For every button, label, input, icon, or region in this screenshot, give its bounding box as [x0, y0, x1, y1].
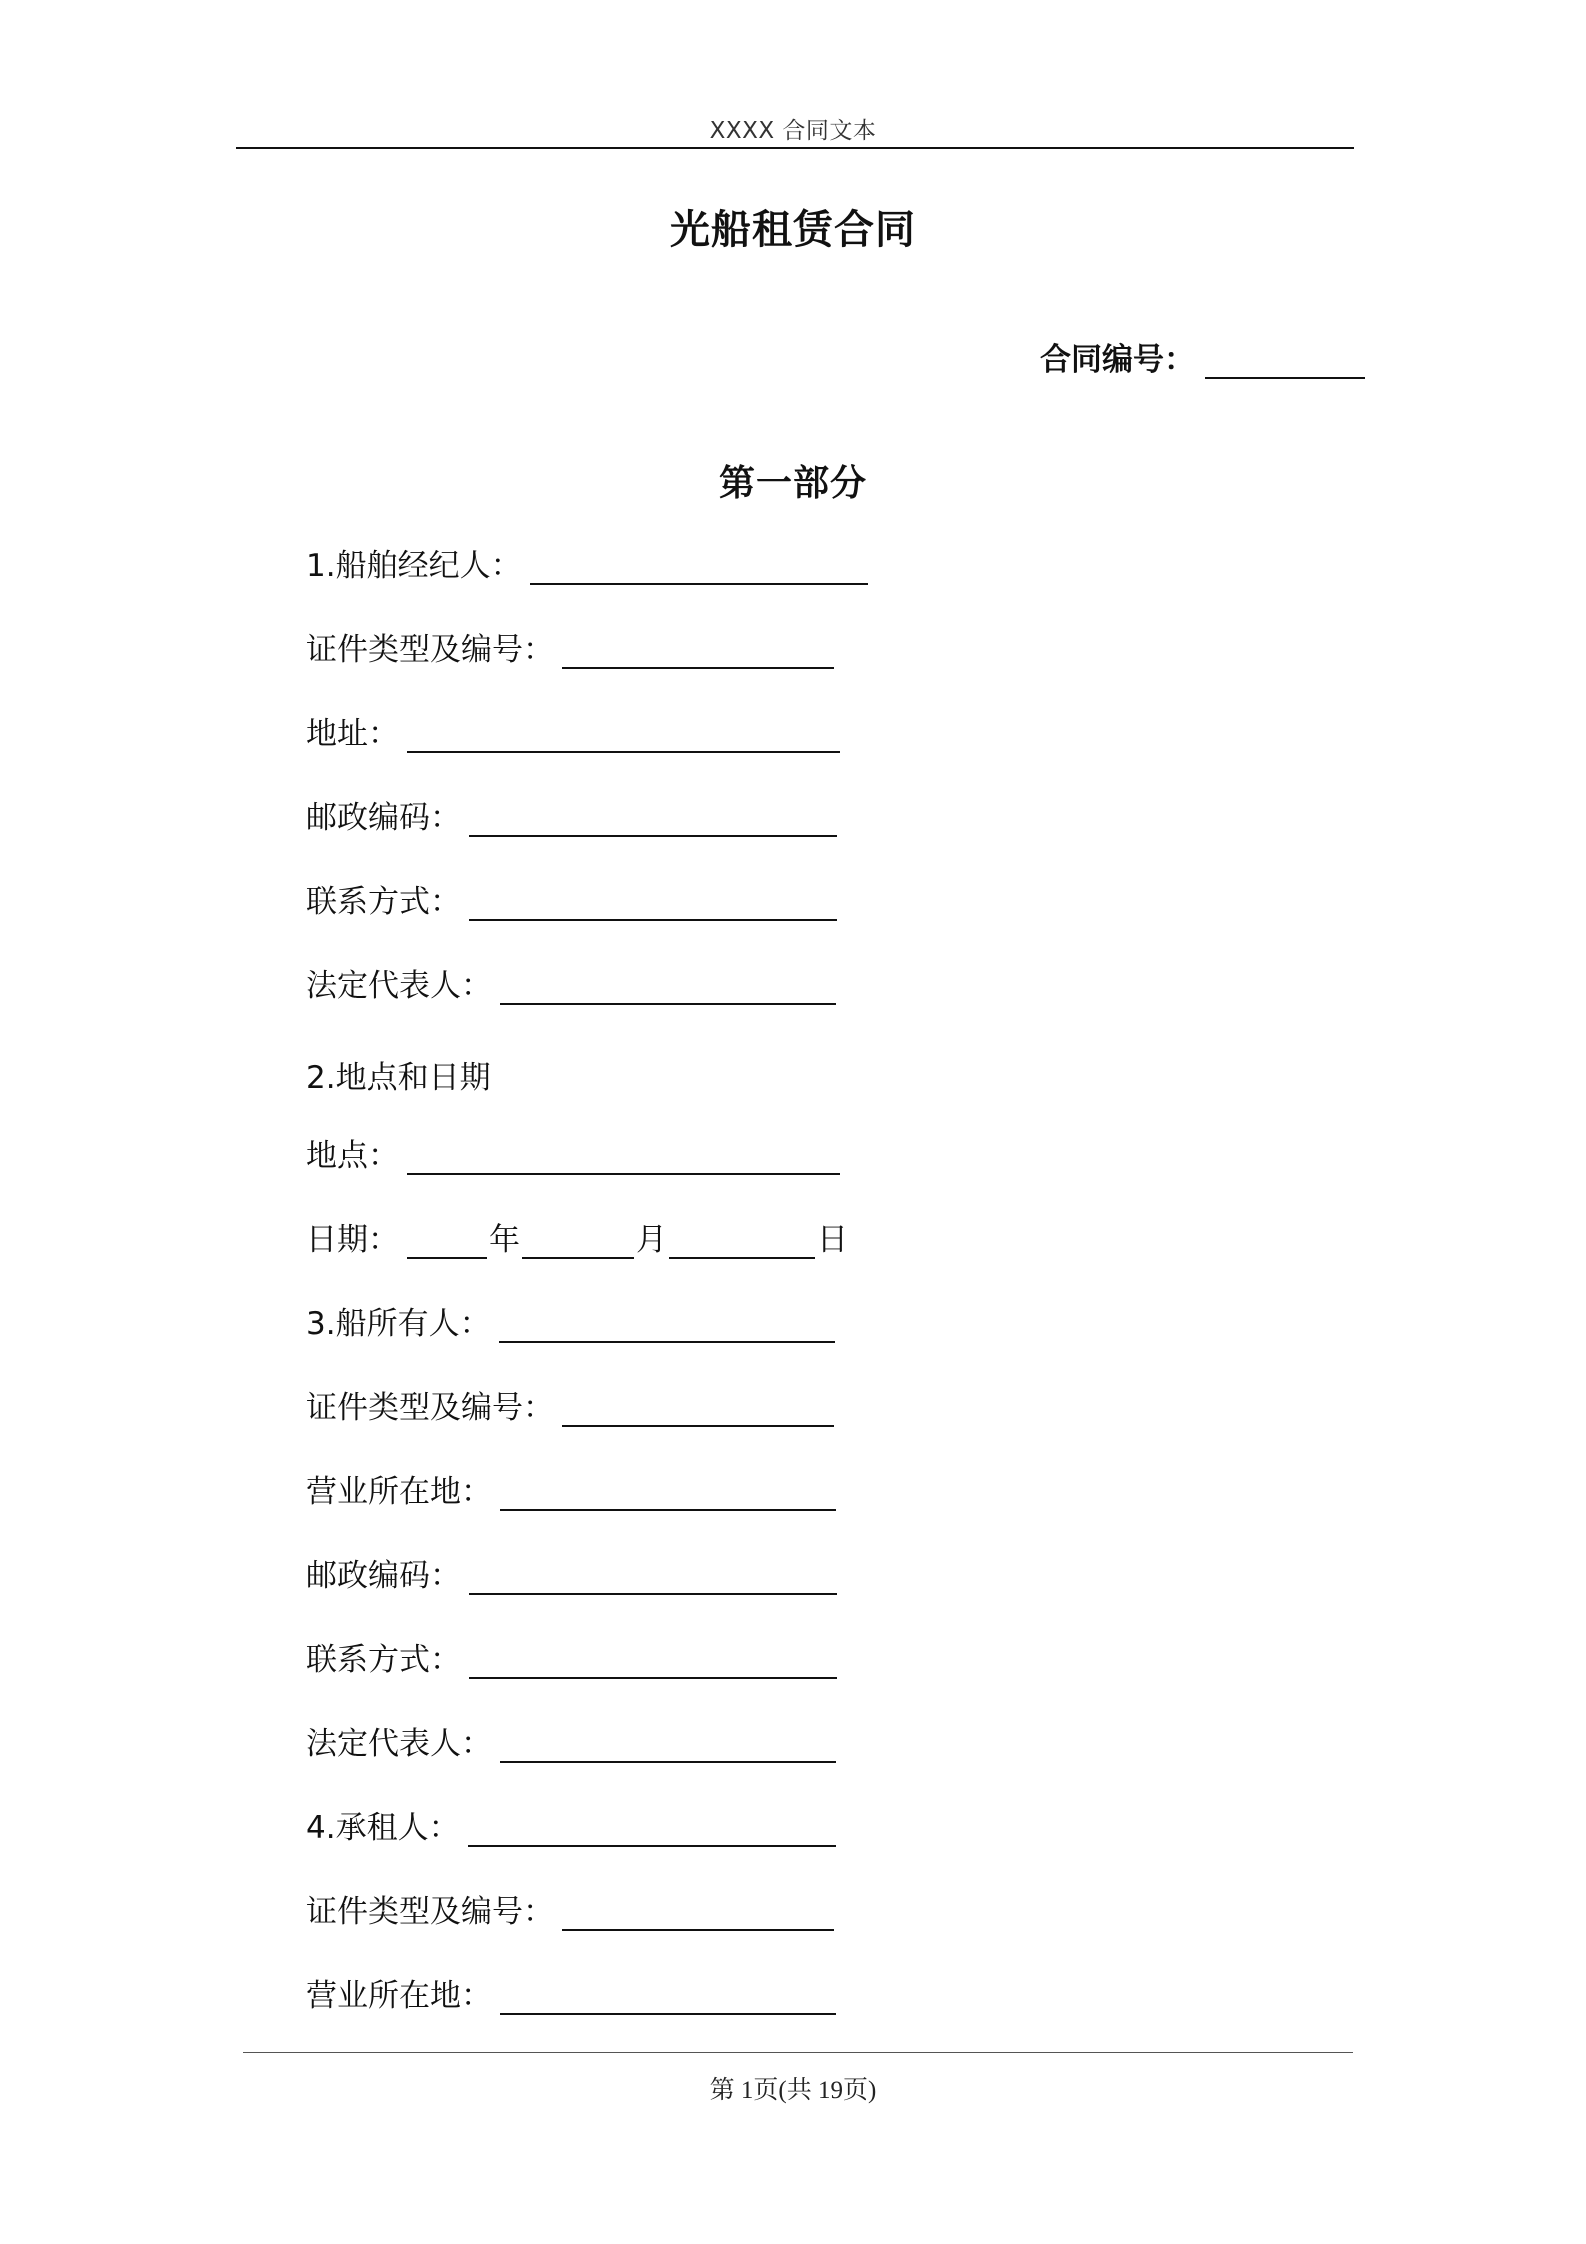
owner-label: 3.船所有人：	[306, 1306, 491, 1342]
broker-legal-rep-label: 法定代表人：	[306, 968, 492, 1004]
charterer-business-place-label: 营业所在地：	[306, 1978, 492, 2014]
owner-postcode-field	[306, 1550, 837, 1595]
broker-postcode-field	[306, 792, 837, 837]
footer-divider	[243, 2052, 1353, 2053]
broker-legal-rep-field	[306, 960, 836, 1005]
broker-contact-label: 联系方式：	[306, 884, 461, 920]
place-label: 地点：	[306, 1138, 399, 1174]
owner-id-blank[interactable]	[562, 1385, 834, 1427]
header-divider	[236, 147, 1354, 149]
owner-business-place-field	[306, 1466, 836, 1511]
running-header: XXXX 合同文本	[709, 118, 877, 144]
broker-id-label: 证件类型及编号：	[306, 632, 554, 668]
contract-number-blank[interactable]	[1205, 337, 1365, 379]
owner-legal-rep-label: 法定代表人：	[306, 1726, 492, 1762]
charterer-id-field	[306, 1886, 834, 1931]
owner-postcode-label: 邮政编码：	[306, 1558, 461, 1594]
broker-blank[interactable]	[530, 543, 868, 585]
broker-contact-field	[306, 876, 837, 921]
broker-postcode-label: 邮政编码：	[306, 800, 461, 836]
owner-contact-field	[306, 1634, 837, 1679]
date-year-blank[interactable]	[407, 1217, 487, 1259]
owner-postcode-blank[interactable]	[469, 1553, 837, 1595]
owner-id-field	[306, 1382, 834, 1427]
broker-postcode-blank[interactable]	[469, 795, 837, 837]
owner-legal-rep-blank[interactable]	[500, 1721, 836, 1763]
broker-id-blank[interactable]	[562, 627, 834, 669]
place-field	[306, 1130, 840, 1175]
date-label: 日期：	[306, 1222, 399, 1258]
page-number: 第 1页(共 19页)	[709, 2077, 877, 2104]
date-year-unit: 年	[489, 1222, 520, 1258]
charterer-id-label: 证件类型及编号：	[306, 1894, 554, 1930]
owner-legal-rep-field	[306, 1718, 836, 1763]
charterer-id-blank[interactable]	[562, 1889, 834, 1931]
owner-blank[interactable]	[499, 1301, 835, 1343]
contract-number-field	[1040, 334, 1365, 379]
broker-address-blank[interactable]	[407, 711, 840, 753]
date-month-blank[interactable]	[522, 1217, 634, 1259]
place-date-heading-text: 2.地点和日期	[306, 1060, 491, 1096]
broker-label: 1.船舶经纪人：	[306, 548, 522, 584]
date-day-blank[interactable]	[669, 1217, 815, 1259]
broker-legal-rep-blank[interactable]	[500, 963, 836, 1005]
broker-address-field	[306, 708, 840, 753]
broker-id-field	[306, 624, 834, 669]
owner-business-place-label: 营业所在地：	[306, 1474, 492, 1510]
charterer-business-place-field	[306, 1970, 836, 2015]
contract-number-label: 合同编号：	[1040, 342, 1195, 378]
owner-contact-blank[interactable]	[469, 1637, 837, 1679]
date-month-unit: 月	[636, 1222, 667, 1258]
place-date-heading	[306, 1052, 491, 1097]
date-day-unit: 日	[817, 1222, 848, 1258]
document-title: 光船租赁合同	[670, 207, 916, 253]
charterer-field	[306, 1802, 836, 1847]
owner-contact-label: 联系方式：	[306, 1642, 461, 1678]
broker-field	[306, 540, 868, 585]
place-blank[interactable]	[407, 1133, 840, 1175]
broker-contact-blank[interactable]	[469, 879, 837, 921]
charterer-business-place-blank[interactable]	[500, 1973, 836, 2015]
owner-id-label: 证件类型及编号：	[306, 1390, 554, 1426]
owner-business-place-blank[interactable]	[500, 1469, 836, 1511]
section-title: 第一部分	[718, 463, 867, 504]
owner-field	[306, 1298, 835, 1343]
date-field	[306, 1214, 848, 1259]
charterer-blank[interactable]	[468, 1805, 836, 1847]
charterer-label: 4.承租人：	[306, 1810, 460, 1846]
broker-address-label: 地址：	[306, 716, 399, 752]
